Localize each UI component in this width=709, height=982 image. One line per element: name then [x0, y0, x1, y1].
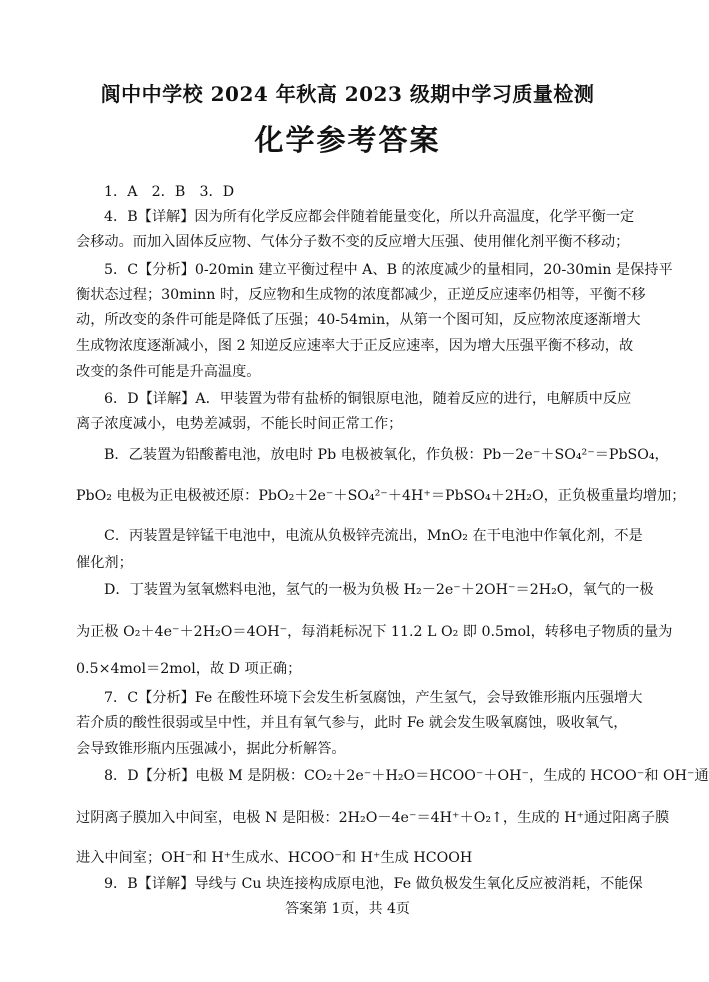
answer-line: 生成物浓度逐渐减小，图 2 知逆反应速率大于正反应速率，因为增大压强平衡不移动，故 — [76, 338, 634, 354]
answer-line: 会移动。而加入固体反应物、气体分子数不变的反应增大压强、使用催化剂平衡不移动； — [76, 234, 630, 250]
answer-line: 改变的条件可能是升高温度。 — [76, 364, 261, 380]
answer-line: 进入中间室；OH⁻和 H⁺生成水、HCOO⁻和 H⁺生成 HCOOH — [76, 850, 473, 866]
answer-line: B．乙装置为铅酸蓄电池，放电时 Pb 电极被氧化，作负极：Pb－2e⁻＋SO₄²⁻＝PbSO₄， — [104, 447, 669, 463]
answer-line: 离子浓度减小，电势差减弱，不能长时间正常工作； — [76, 416, 403, 432]
answer-line: 会导致锥形瓶内压强减小，据此分析解答。 — [76, 741, 346, 757]
answer-line: 动，所改变的条件可能是降低了压强；40-54min，从第一个图可知，反应物浓度逐渐增大 — [76, 312, 641, 328]
answer-line: 催化剂； — [76, 555, 133, 571]
document-title: 阆中中学校 2024 年秋高 2023 级期中学习质量检测 — [100, 82, 595, 106]
answer-line: 1．A 2．B 3．D — [104, 184, 235, 200]
answer-line: 7．C【分析】Fe 在酸性环境下会发生析氢腐蚀，产生氢气，会导致锥形瓶内压强增大 — [104, 690, 643, 706]
answer-line: 6．D【详解】A．甲装置为带有盐桥的铜银原电池，随着反应的进行，电解质中反应 — [104, 391, 632, 407]
answer-line: 8．D【分析】电极 M 是阴极：CO₂＋2e⁻＋H₂O＝HCOO⁻＋OH⁻，生成的 HCOO⁻和 OH⁻通 — [104, 768, 709, 784]
answer-line: 过阴离子膜加入中间室，电极 N 是阳极：2H₂O－4e⁻＝4H⁺＋O₂↑，生成的 H⁺通过阳离子膜 — [76, 810, 670, 826]
page-footer: 答案第 1页，共 4页 — [285, 901, 410, 917]
answer-line: 衡状态过程；30minn 时，反应物和生成物的浓度都减少，正逆反应速率仍相等，平衡不移 — [76, 287, 646, 303]
answer-line: 5．C【分析】0-20min 建立平衡过程中 A、B 的浓度减少的量相同，20-30min 是保持平 — [104, 262, 673, 278]
document-subtitle: 化学参考答案 — [254, 123, 441, 157]
answer-line: 4．B【详解】因为所有化学反应都会伴随着能量变化，所以升高温度，化学平衡一定 — [104, 209, 635, 225]
answer-line: 为正极 O₂＋4e⁻＋2H₂O＝4OH⁻，每消耗标况下 11.2 L O₂ 即 0.5mol，转移电子物质的量为 — [76, 624, 673, 640]
answer-line: 0.5×4mol＝2mol，故 D 项正确； — [76, 661, 302, 677]
answer-line: 若介质的酸性很弱或呈中性，并且有氧气参与，此时 Fe 就会发生吸氧腐蚀，吸收氧气， — [76, 715, 628, 731]
answer-line: 9．B【详解】导线与 Cu 块连接构成原电池，Fe 做负极发生氧化反应被消耗，不能保 — [104, 876, 643, 892]
answer-line: C．丙装置是锌锰干电池中，电流从负极锌壳流出，MnO₂ 在干电池中作氧化剂，不是 — [104, 528, 643, 544]
answer-line: PbO₂ 电极为正电极被还原：PbO₂＋2e⁻＋SO₄²⁻＋4H⁺＝PbSO₄＋2H₂O，正负极重量均增加； — [76, 488, 686, 504]
answer-line: D．丁装置为氢氧燃料电池，氢气的一极为负极 H₂－2e⁻＋2OH⁻＝2H₂O，氧气的一极 — [104, 582, 654, 598]
